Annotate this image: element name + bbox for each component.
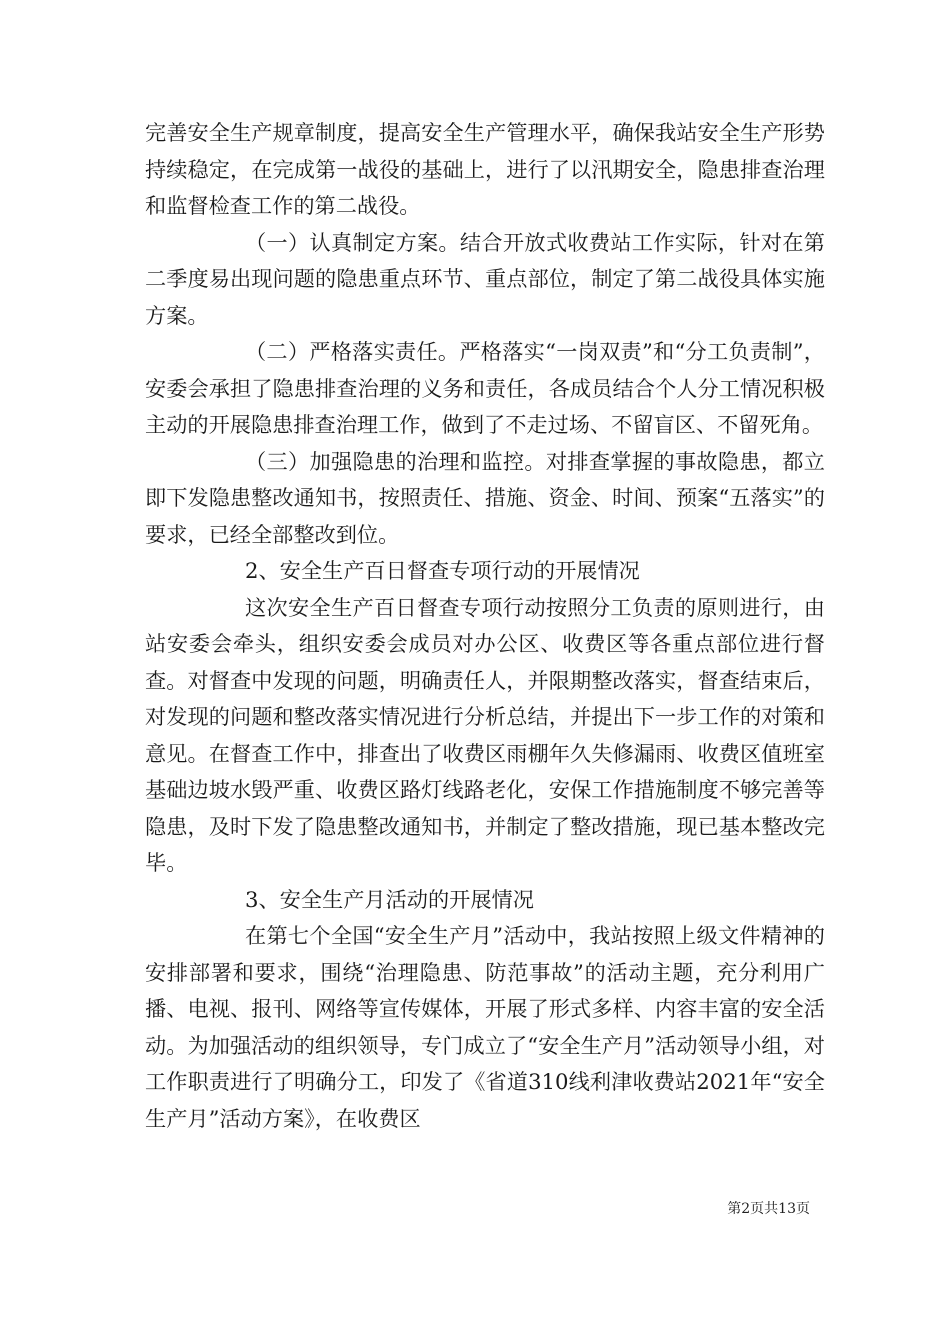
paragraph-item-2: （二）严格落实责任。严格落实“一岗双责”和“分工负责制”，安委会承担了隐患排查治理的义务和责任，各成员结合个人分工情况积极主动的开展隐患排查治理工作，做到了不走过场、不留盲区、不留死角。 bbox=[145, 339, 825, 437]
paragraph-section-3: 在第七个全国“安全生产月”活动中，我站按照上级文件精神的安排部署和要求，围绕“治理隐患、防范事故”的活动主题，充分利用广播、电视、报刊、网络等宣传媒体，开展了形式多样、内容丰富的安全活动。为加强活动的组织领导，专门成立了“安全生产月”活动领导小组，对工作职责进行了明确分工，印发了《省道310线利津收费站2021年“安全生产月”活动方案》，在收费区 bbox=[145, 923, 825, 1131]
paragraph-item-3: （三）加强隐患的治理和监控。对排查掌握的事故隐患，都立即下发隐患整改通知书，按照责任、措施、资金、时间、预案“五落实”的要求，已经全部整改到位。 bbox=[145, 448, 825, 547]
paragraph-intro: 完善安全生产规章制度，提高安全生产管理水平，确保我站安全生产形势持续稳定，在完成第一战役的基础上，进行了以汛期安全，隐患排查治理和监督检查工作的第二战役。 bbox=[145, 120, 825, 218]
body-text bbox=[145, 115, 825, 1137]
page-number-footer: 第2页共13页 bbox=[727, 1201, 810, 1217]
section-heading-3: 3、安全生产月活动的开展情况 bbox=[245, 886, 534, 912]
paragraph-item-1: （一）认真制定方案。结合开放式收费站工作实际，针对在第二季度易出现问题的隐患重点环节、重点部位，制定了第二战役具体实施方案。 bbox=[145, 229, 825, 328]
paragraph-section-2: 这次安全生产百日督查专项行动按照分工负责的原则进行，由站安委会牵头，组织安委会成员对办公区、收费区等各重点部位进行督查。对督查中发现的问题，明确责任人，并限期整改落实，督查结束后，对发现的问题和整改落实情况进行分析总结，并提出下一步工作的对策和意见。在督查工作中，排查出了收费区雨棚年久失修漏雨、收费区值班室基础边坡水毁严重、收费区路灯线路老化，安保工作措施制度不够完善等隐患，及时下发了隐患整改通知书，并制定了整改措施，现已基本整改完毕。 bbox=[145, 594, 825, 875]
section-heading-2: 2、安全生产百日督查专项行动的开展情况 bbox=[245, 558, 640, 583]
